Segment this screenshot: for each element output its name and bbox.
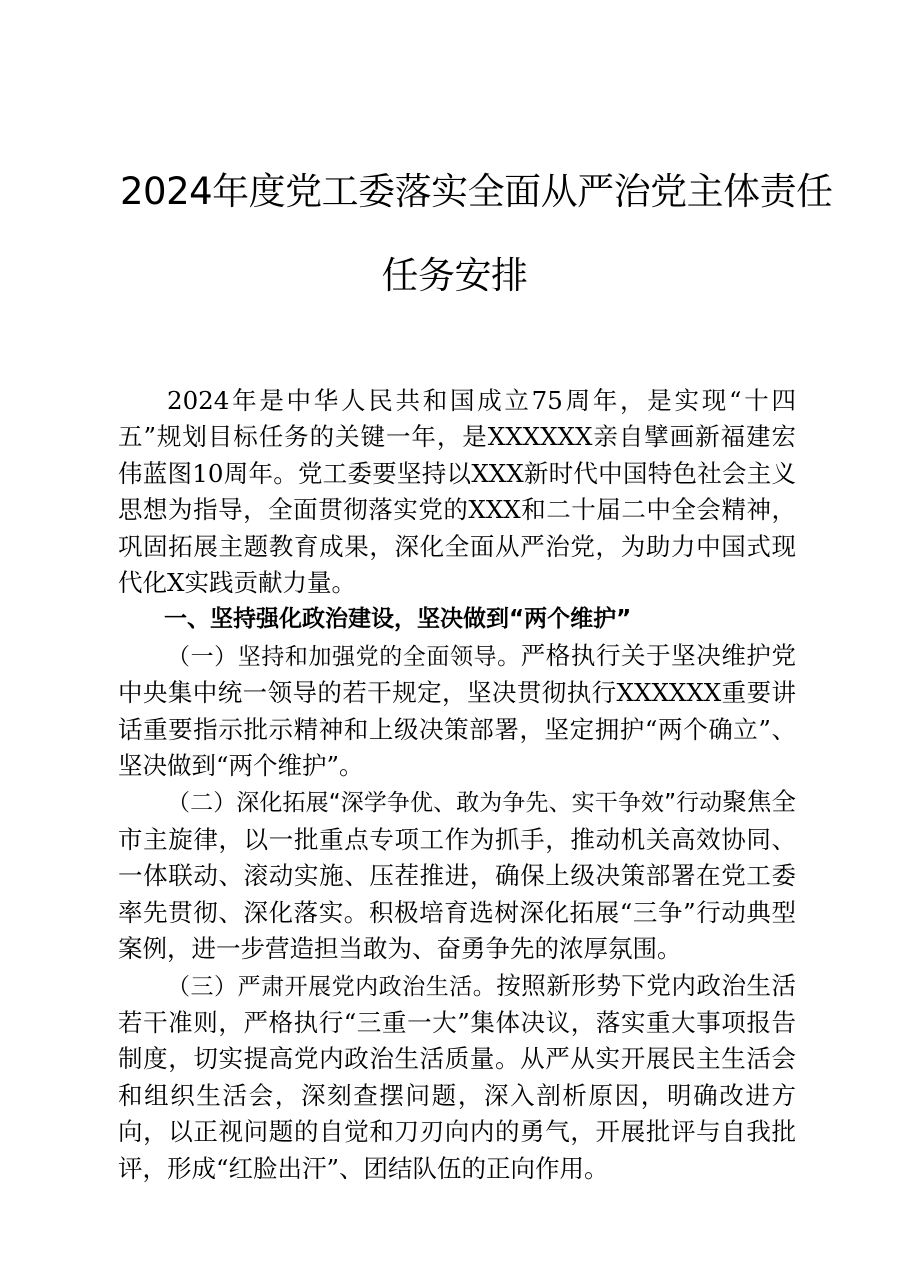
document-body (118, 383, 796, 1187)
item-heading-3: （三）严肃开展党内政治生活。 (167, 973, 497, 1000)
item-paragraph-2 (118, 784, 796, 967)
item-paragraph-3 (118, 968, 796, 1187)
title-line-2: 任务安排 (381, 254, 528, 297)
item-text-1: 严格执行关于坚决维护党中央集中统一领导的若干规定，坚决贯彻执行XXXXXX重要讲话重要指示批示精神和上级决策部署，坚定拥护“两个确立”、坚决做到“两个维护”。 (118, 640, 797, 781)
document-title (120, 166, 833, 334)
title-line-1: 2024年度党工委落实全面从严治党主体责任 (120, 170, 833, 213)
item-text-2: 聚焦全市主旋律，以一批重点专项工作为抓手，推动机关高效协同、一体联动、滚动实施、压茬推进，确保上级决策部署在党工委率先贯彻、深化落实。积极培育选树深化拓展“三争”行动典型案例，进一步营造担当敢为、奋勇争先的浓厚氛围。 (118, 787, 796, 964)
intro-paragraph: 2024年是中华人民共和国成立75周年，是实现“十四五”规划目标任务的关键一年，是XXXXXX亲自擘画新福建宏伟蓝图10周年。党工委要坚持以XXX新时代中国特色社会主义思想为指导，全面贯彻落实党的XXX和二十届二中全会精神，巩固拓展主题教育成果，深化全面从严治党，为助力中国式现代化X实践贡献力量。 (118, 386, 796, 598)
item-heading-2: （二）深化拓展“深学争优、敢为争先、实干争效”行动 (167, 790, 723, 817)
item-paragraph-1 (118, 638, 796, 785)
item-heading-1: （一）坚持和加强党的全面领导。 (167, 643, 521, 670)
item-text-3: 按照新形势下党内政治生活若干准则，严格执行“三重一大”集体决议，落实重大事项报告制度，切实提高党内政治生活质量。从严从实开展民主生活会和组织生活会，深刻查摆问题，深入剖析原因，明确改进方向，以正视问题的自觉和刀刃向内的勇气，开展批评与自我批评，形成“红脸出汗”、团结队伍的正向作用。 (118, 970, 797, 1183)
section-heading-1: 一、坚持强化政治建设，坚决做到“两个维护” (164, 606, 632, 633)
